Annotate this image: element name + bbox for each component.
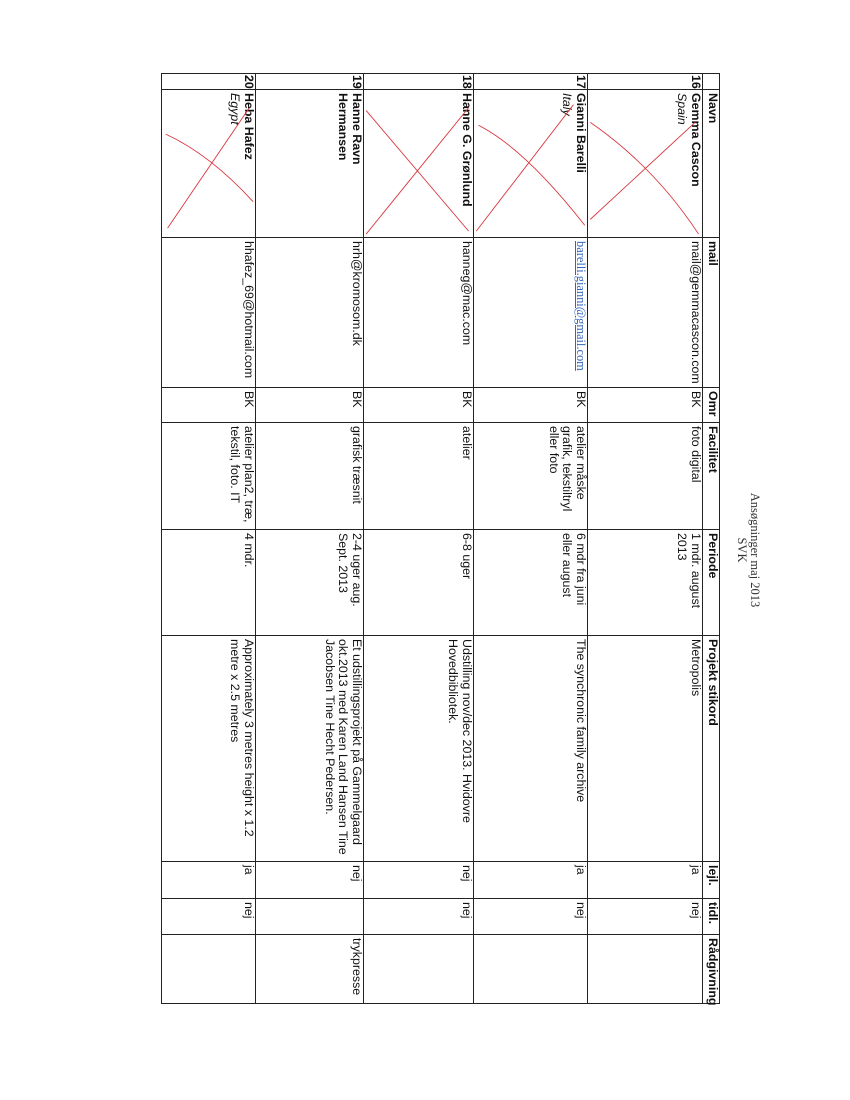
- omr-cell: BK: [474, 388, 588, 423]
- col-header-omr: Omr: [703, 388, 720, 423]
- applicant-name-cell: [256, 90, 364, 238]
- col-header-periode: Periode: [703, 530, 720, 636]
- row-number: 17: [474, 74, 588, 90]
- table-row: [588, 74, 703, 1004]
- facilitet-cell: foto digital: [588, 423, 703, 530]
- raadgivning-cell: [364, 935, 474, 1004]
- table-row: [364, 74, 474, 1004]
- applicant-name: Hanne Ravn Hermansen: [336, 93, 364, 165]
- applicant-country: Egypt: [228, 93, 243, 125]
- applicant-name-cell: [162, 90, 256, 238]
- table-header-row: [703, 74, 720, 1004]
- applicant-name-cell: [588, 90, 703, 238]
- lejl-cell: ja: [588, 862, 703, 899]
- table-row: [256, 74, 364, 1004]
- periode-cell: 2-4 uger aug. Sept. 2013: [256, 530, 364, 636]
- table-row: [162, 74, 256, 1004]
- tidl-cell: nej: [162, 899, 256, 935]
- raadgivning-cell: trykpresse: [256, 935, 364, 1004]
- col-header-projekt: Projekt stikord: [703, 636, 720, 862]
- col-header-raadgivning: Rådgivning: [703, 935, 720, 1004]
- applicant-name-cell: [474, 90, 588, 238]
- mail-cell: hanneg@mac.com: [364, 238, 474, 388]
- applicant-name: Gemma Cascon: [689, 93, 703, 187]
- facilitet-cell: atelier måske grafik, tekstiltryl eller foto: [474, 423, 588, 530]
- page-title: Ansøgninger maj 2013: [748, 492, 762, 608]
- applicant-name: Heba Hafez: [242, 93, 256, 160]
- mail-link[interactable]: barelli.gianni@gmail.com: [574, 241, 588, 371]
- applicant-name: Hanne G. Grønlund: [460, 93, 474, 207]
- applicant-country: Spain: [675, 93, 690, 125]
- raadgivning-cell: [474, 935, 588, 1004]
- col-header-tidl: tidl.: [703, 899, 720, 935]
- periode-cell: 6-8 uger: [364, 530, 474, 636]
- projekt-cell: The synchronic family archive: [474, 636, 588, 862]
- omr-cell: BK: [588, 388, 703, 423]
- col-header-navn: Navn: [703, 90, 720, 238]
- periode-cell: 1 mdr. august 2013: [588, 530, 703, 636]
- page-subtitle: SVK: [735, 537, 749, 563]
- mail-cell: hrh@kromosom.dk: [256, 238, 364, 388]
- mail-cell: mail@gemmacascon.com: [588, 238, 703, 388]
- applicant-name: Gianni Barelli: [574, 93, 588, 173]
- row-number: 19: [256, 74, 364, 90]
- tidl-cell: nej: [588, 899, 703, 935]
- projekt-cell: Et udstillingsprojekt på Gammelgaard okt.2013 med Karen Land Hansen Tine Jacobsen Tine Hecht Pedersen.: [256, 636, 364, 862]
- col-header-lejl: lejl.: [703, 862, 720, 899]
- facilitet-cell: atelier plan2, træ, tekstil, foto. IT: [162, 423, 256, 530]
- applicant-name-cell: [364, 90, 474, 238]
- lejl-cell: nej: [256, 862, 364, 899]
- projekt-cell: Udstilling nov/dec 2013. Hvidovre Hovedbibliotek.: [364, 636, 474, 862]
- col-header-mail: mail: [703, 238, 720, 388]
- mail-cell: hhafez_69@hotmail.com: [162, 238, 256, 388]
- mail-cell: [474, 238, 588, 388]
- facilitet-cell: grafisk træsnit: [256, 423, 364, 530]
- tidl-cell: nej: [474, 899, 588, 935]
- projekt-cell: Approximately 3 metres height x 1.2 metre x 2.5 metres: [162, 636, 256, 862]
- applicant-country: Italy: [560, 93, 575, 116]
- rotated-page: [2, 0, 850, 1100]
- cross-out-mark: [364, 90, 473, 237]
- col-header-facilitet: Facilitet: [703, 423, 720, 530]
- tidl-cell: [256, 899, 364, 935]
- applications-table: [161, 73, 720, 1004]
- row-number: 20: [162, 74, 256, 90]
- lejl-cell: nej: [364, 862, 474, 899]
- col-header-num: [703, 74, 720, 90]
- raadgivning-cell: [588, 935, 703, 1004]
- projekt-cell: Metropolis: [588, 636, 703, 862]
- omr-cell: BK: [364, 388, 474, 423]
- raadgivning-cell: [162, 935, 256, 1004]
- omr-cell: BK: [256, 388, 364, 423]
- row-number: 16: [588, 74, 703, 90]
- tidl-cell: nej: [364, 899, 474, 935]
- lejl-cell: ja: [162, 862, 256, 899]
- table-row: [474, 74, 588, 1004]
- periode-cell: 4 mdr.: [162, 530, 256, 636]
- page-header: [735, 0, 761, 1100]
- facilitet-cell: atelier: [364, 423, 474, 530]
- row-number: 18: [364, 74, 474, 90]
- periode-cell: 6 mdr fra juni eller august: [474, 530, 588, 636]
- omr-cell: BK: [162, 388, 256, 423]
- lejl-cell: ja: [474, 862, 588, 899]
